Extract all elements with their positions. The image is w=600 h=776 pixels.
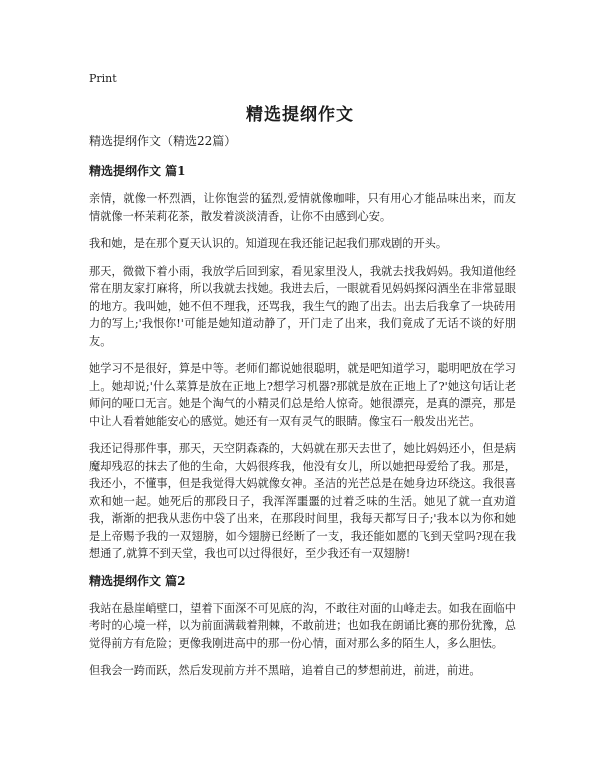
document-subtitle: 精选提纲作文（精选22篇） — [89, 134, 237, 148]
paragraph: 那天，微微下着小雨，我放学后回到家，看见家里没人，我就去找我妈妈。我知道他经常在朋友家打麻将，所以我就去找她。我进去后，一眼就看见妈妈探闷酒坐在非常显眼的地方。我叫她，她不但不理我，还骂我，我生气的跑了出去。出去后我拿了一块砖用力的写上;'我恨你!'可能是她知道动静了，开门走了出来，我们竟成了无话不谈的好朋友。 — [89, 264, 516, 348]
paragraph: 我站在悬崖峭壁口，望着下面深不可见底的沟，不敢往对面的山峰走去。如我在面临中考时的心境一样，以为前面满载着荆棘，不敢前进；也如我在朗诵比赛的那份犹豫，总觉得前方有危险；更像我刚进高中的那一份心情，面对那么多的陌生人，多么胆怯。 — [89, 601, 516, 650]
paragraph: 我还记得那件事，那天，天空阴森森的，大妈就在那天去世了，她比妈妈还小，但是病魔却残忍的抹去了他的生命，大妈很疼我，他没有女儿，所以她把母爱给了我。那是，我还小，不懂事，但是我觉得大妈就像女神。圣洁的光芒总是在她身边环绕这。我很喜欢和她一起。她死后的那段日子，我浑浑噩噩的过着乏味的生活。她见了就一直劝道我，渐渐的把我从悲伤中袋了出来，在那段时间里，我每天都写日子;'我本以为你和她是上帝赐予我的一双翅膀，如今翅膀已经断了一支，我还能如愿的飞到天堂吗?现在我想通了,就算不到天堂，我也可以过得很好，至少我还有一双翅膀! — [89, 442, 516, 560]
paragraph: 但我会一跨而跃，然后发现前方并不黑暗，追着自己的梦想前进，前进，前进。 — [89, 664, 481, 677]
paragraph: 她学习不是很好，算是中等。老师们都说她很聪明，就是吧知道学习，聪明吧放在学习上。她却说;'什么菜算是放在正地上?想学习机器?那就是放在正地上了?'她这句话让老师问的哑口无言。她是个淘气的小精灵们总是给人惊奇。她很漂亮，是真的漂亮，那是中让人看着她能安心的感觉。她还有一双有灵气的眼睛。像宝石一般发出光芒。 — [89, 362, 516, 428]
paragraph: 亲情，就像一杯烈酒，让你饱尝的猛烈,爱情就像咖啡，只有用心才能品味出来，而友情就像一杯茉莉花茶，散发着淡淡清香，让你不由感到心安。 — [89, 192, 516, 223]
print-link[interactable]: Print — [89, 72, 117, 85]
article-body — [89, 133, 516, 690]
paragraph: 我和她，是在那个夏天认识的。知道现在我还能记起我们那戏剧的开头。 — [89, 237, 448, 250]
section-heading-1: 精选提纲作文 篇1 — [89, 164, 186, 178]
page-title: 精选提纲作文 — [246, 105, 354, 125]
section-heading-2: 精选提纲作文 篇2 — [89, 573, 186, 588]
